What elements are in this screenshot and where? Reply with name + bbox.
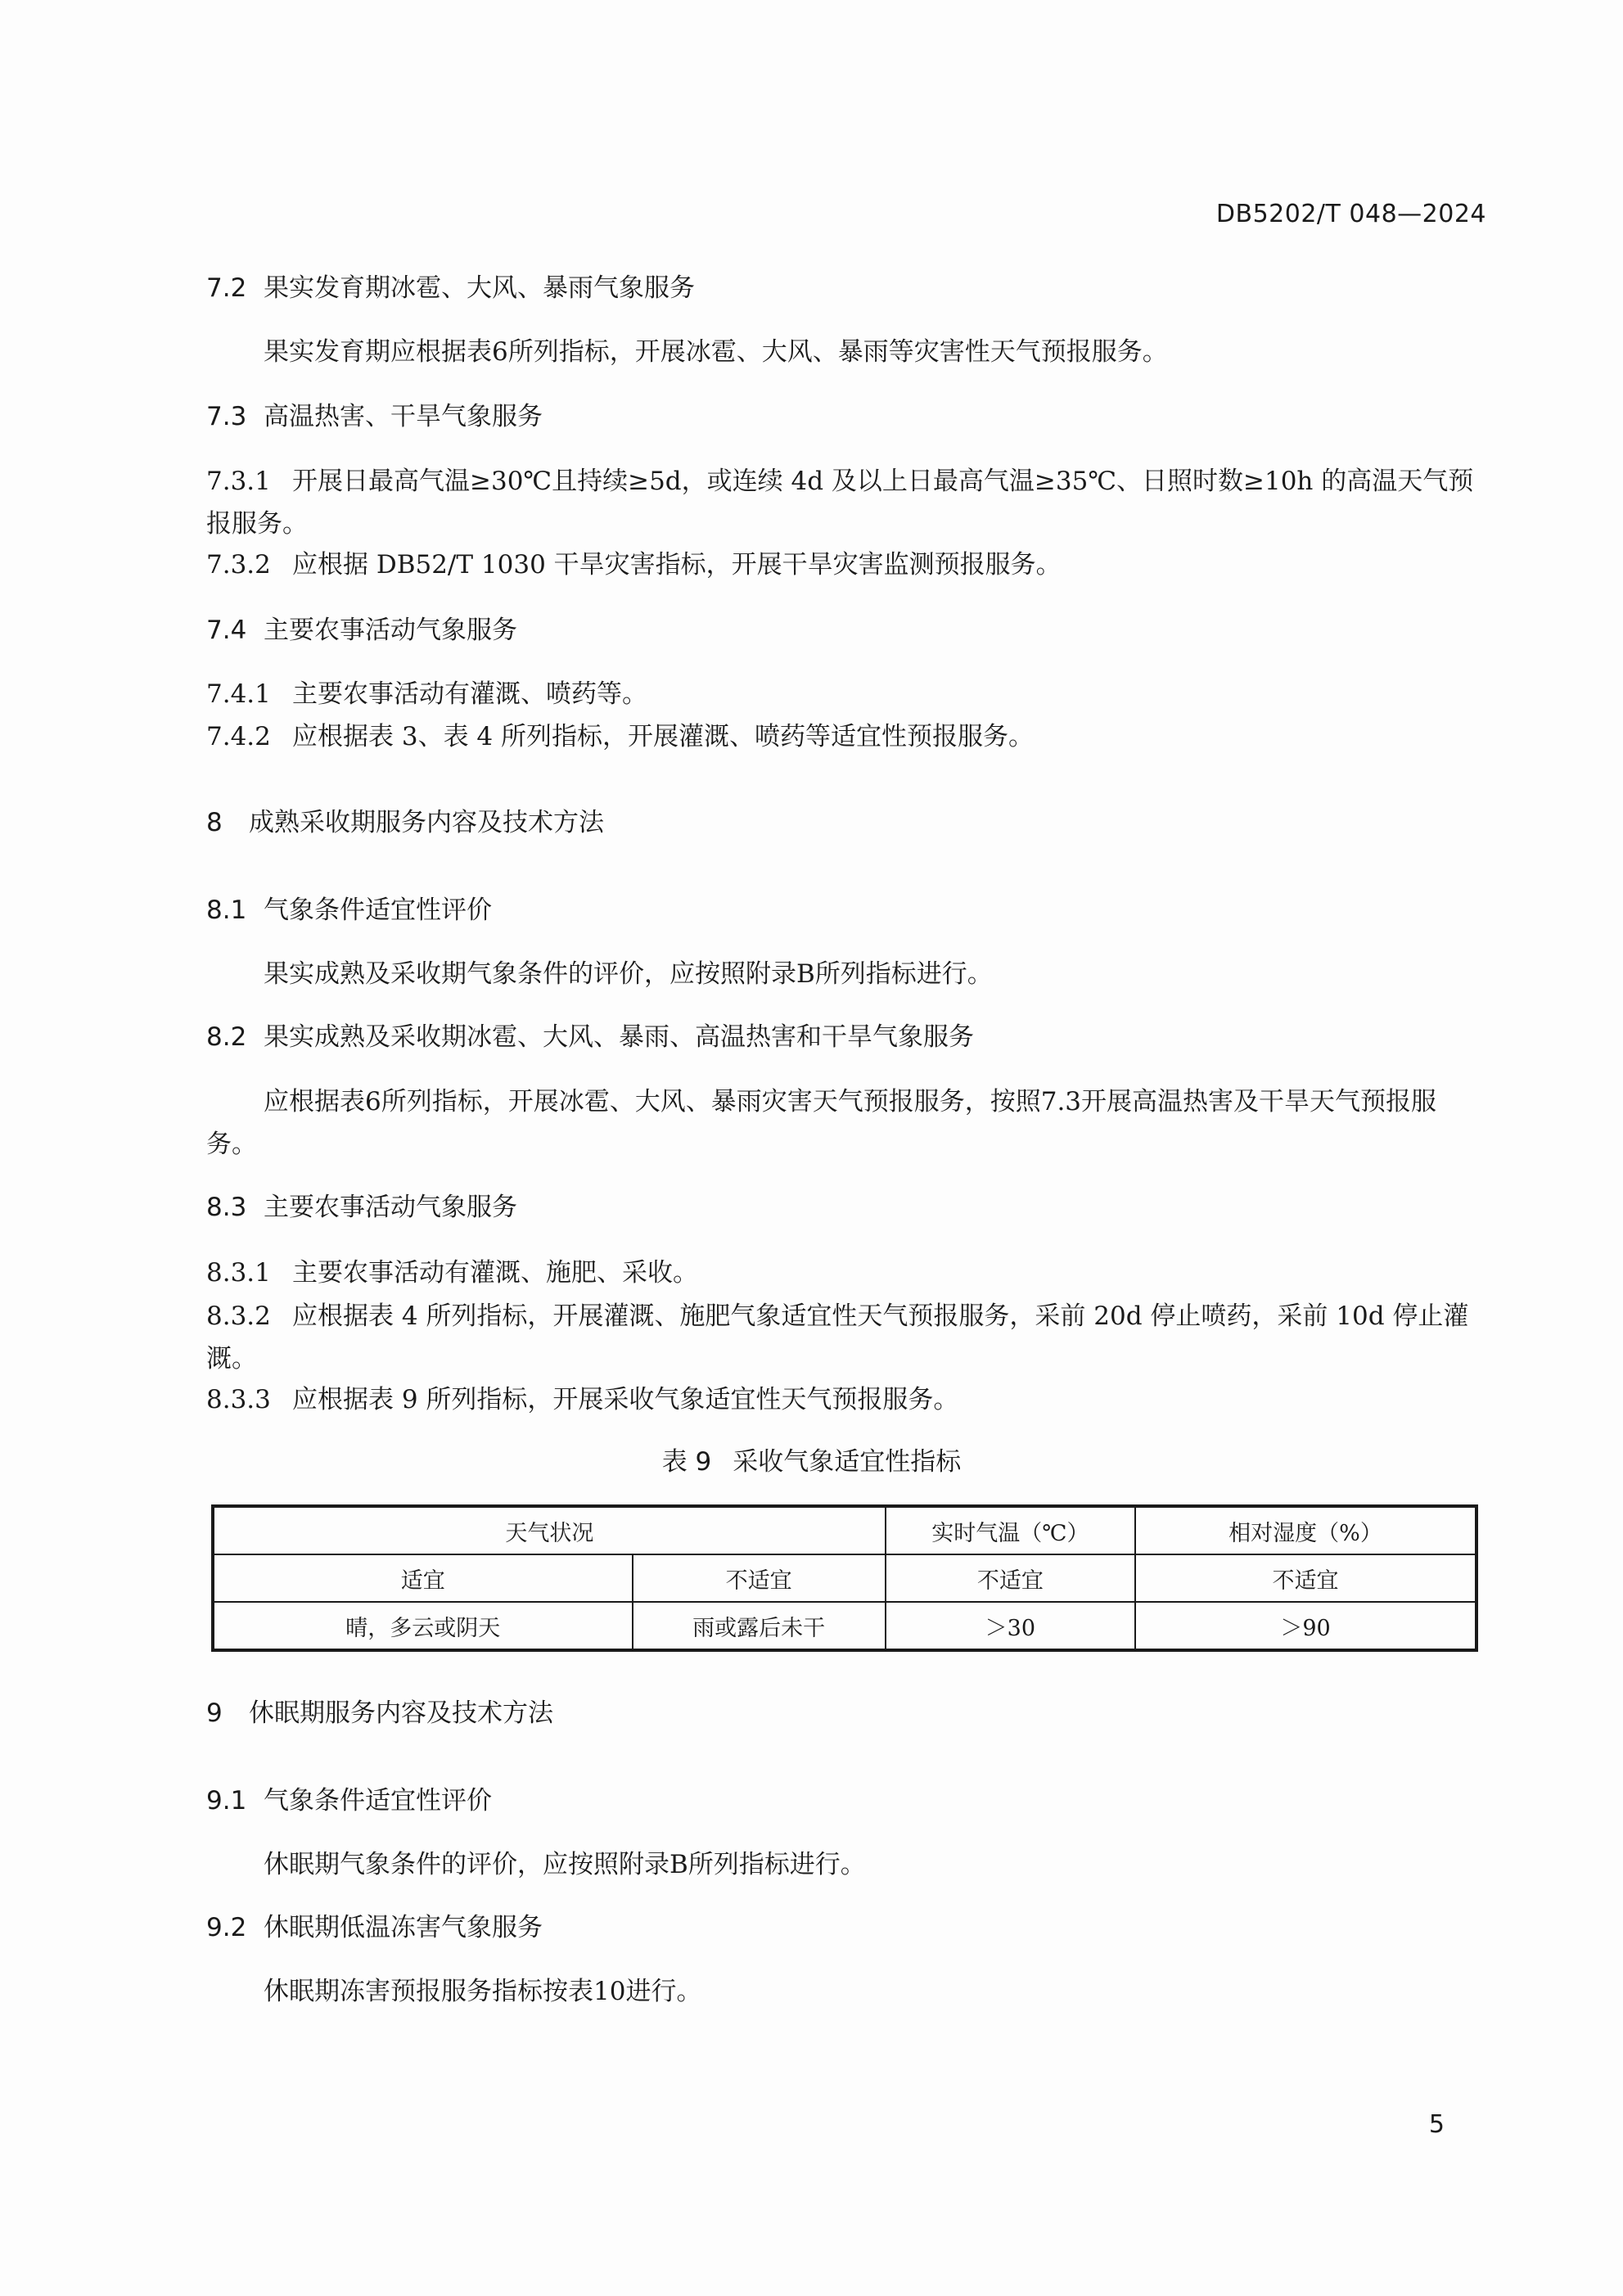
header-temperature: 实时气温（℃） <box>886 1506 1135 1554</box>
section-8-1-heading <box>206 890 1483 931</box>
section-8-2-heading <box>206 1017 1483 1058</box>
section-title: 气象条件适宜性评价 <box>264 895 492 925</box>
chapter-number: 8 <box>206 808 223 837</box>
section-title: 气象条件适宜性评价 <box>264 1786 492 1816</box>
section-9-2-body: 休眠期冻害预报服务指标按表10进行。 <box>264 1977 702 2006</box>
clause-7-4-1 <box>206 674 1483 715</box>
clause-number: 7.3.2 <box>206 550 271 580</box>
header-humidity: 相对湿度（%） <box>1135 1506 1476 1554</box>
section-number: 9.1 <box>206 1786 247 1816</box>
section-7-4-heading <box>206 610 1483 651</box>
clause-text: 应根据 DB52/T 1030 干旱灾害指标，开展干旱灾害监测预报服务。 <box>292 550 1062 580</box>
section-number: 9.2 <box>206 1913 247 1942</box>
clause-text: 主要农事活动有灌溉、喷药等。 <box>292 679 647 709</box>
table-data-row <box>213 1602 1476 1650</box>
clause-number: 7.4.2 <box>206 722 271 751</box>
clause-number: 8.3.2 <box>206 1301 271 1331</box>
clause-text: 开展日最高气温≥30℃且持续≥5d，或连续 4d 及以上日最高气温≥35℃、日照时数≥10h 的高温天气预报服务。 <box>206 467 1474 539</box>
section-7-3-heading <box>206 396 1483 437</box>
section-number: 8.3 <box>206 1193 247 1222</box>
chapter-title: 成熟采收期服务内容及技术方法 <box>249 808 604 837</box>
cell-unsuitable-weather: 雨或露后未干 <box>633 1602 886 1650</box>
section-9-2-heading <box>206 1907 1483 1948</box>
page-number: 5 <box>1428 2110 1445 2139</box>
table-9 <box>211 1504 1478 1652</box>
clause-8-3-3 <box>206 1379 1483 1420</box>
section-number: 7.4 <box>206 616 247 645</box>
section-title: 主要农事活动气象服务 <box>264 616 517 645</box>
table-title: 采收气象适宜性指标 <box>733 1447 962 1477</box>
section-number: 8.1 <box>206 895 247 925</box>
section-title: 果实发育期冰雹、大风、暴雨气象服务 <box>264 273 695 303</box>
clause-8-3-2 <box>206 1295 1483 1380</box>
clause-7-4-2 <box>206 716 1483 757</box>
clause-text: 应根据表 9 所列指标，开展采收气象适宜性天气预报服务。 <box>292 1385 959 1414</box>
subheader-suitable: 适宜 <box>213 1554 633 1602</box>
subheader-temp-unsuitable: 不适宜 <box>886 1554 1135 1602</box>
cell-suitable-weather: 晴，多云或阴天 <box>213 1602 633 1650</box>
table-number: 表 9 <box>661 1447 712 1477</box>
chapter-title: 休眠期服务内容及技术方法 <box>249 1698 553 1728</box>
section-number: 8.2 <box>206 1022 247 1052</box>
table-subheader-row <box>213 1554 1476 1602</box>
subheader-humidity-unsuitable: 不适宜 <box>1135 1554 1476 1602</box>
clause-8-3-1 <box>206 1252 1483 1293</box>
clause-number: 7.4.1 <box>206 679 271 709</box>
clause-number: 7.3.1 <box>206 467 271 496</box>
clause-number: 8.3.3 <box>206 1385 271 1414</box>
section-8-1-body: 果实成熟及采收期气象条件的评价，应按照附录B所列指标进行。 <box>264 959 993 989</box>
section-8-3-heading <box>206 1187 1483 1228</box>
section-7-2-heading <box>206 268 1483 309</box>
table-header-row <box>213 1506 1476 1554</box>
clause-number: 8.3.1 <box>206 1258 271 1288</box>
cell-humidity-threshold: ＞90 <box>1135 1602 1476 1650</box>
table-9-caption <box>0 1441 1623 1477</box>
section-number: 7.2 <box>206 273 247 303</box>
clause-text: 主要农事活动有灌溉、施肥、采收。 <box>292 1258 698 1288</box>
clause-7-3-1 <box>206 460 1483 545</box>
section-title: 主要农事活动气象服务 <box>264 1193 517 1222</box>
section-8-2-body: 应根据表6所列指标，开展冰雹、大风、暴雨灾害天气预报服务，按照7.3开展高温热害及干旱天气预报服务。 <box>206 1087 1437 1159</box>
cell-temperature-threshold: ＞30 <box>886 1602 1135 1650</box>
section-9-1-body: 休眠期气象条件的评价，应按照附录B所列指标进行。 <box>264 1850 866 1879</box>
header-weather: 天气状况 <box>213 1506 886 1554</box>
section-title: 果实成熟及采收期冰雹、大风、暴雨、高温热害和干旱气象服务 <box>264 1022 974 1052</box>
clause-text: 应根据表 3、表 4 所列指标，开展灌溉、喷药等适宜性预报服务。 <box>292 722 1035 751</box>
clause-7-3-2 <box>206 544 1483 585</box>
chapter-8-heading <box>206 802 1483 843</box>
clause-text: 应根据表 4 所列指标，开展灌溉、施肥气象适宜性天气预报服务，采前 20d 停止喷药，采前 10d 停止灌溉。 <box>206 1301 1469 1374</box>
section-number: 7.3 <box>206 402 247 431</box>
section-title: 休眠期低温冻害气象服务 <box>264 1913 543 1942</box>
section-title: 高温热害、干旱气象服务 <box>264 402 543 431</box>
subheader-unsuitable: 不适宜 <box>633 1554 886 1602</box>
section-7-2-body: 果实发育期应根据表6所列指标，开展冰雹、大风、暴雨等灾害性天气预报服务。 <box>264 337 1168 367</box>
section-9-1-heading <box>206 1780 1483 1821</box>
chapter-9-heading <box>206 1693 1483 1734</box>
chapter-number: 9 <box>206 1698 223 1728</box>
document-id: DB5202/T 048—2024 <box>1215 200 1486 228</box>
